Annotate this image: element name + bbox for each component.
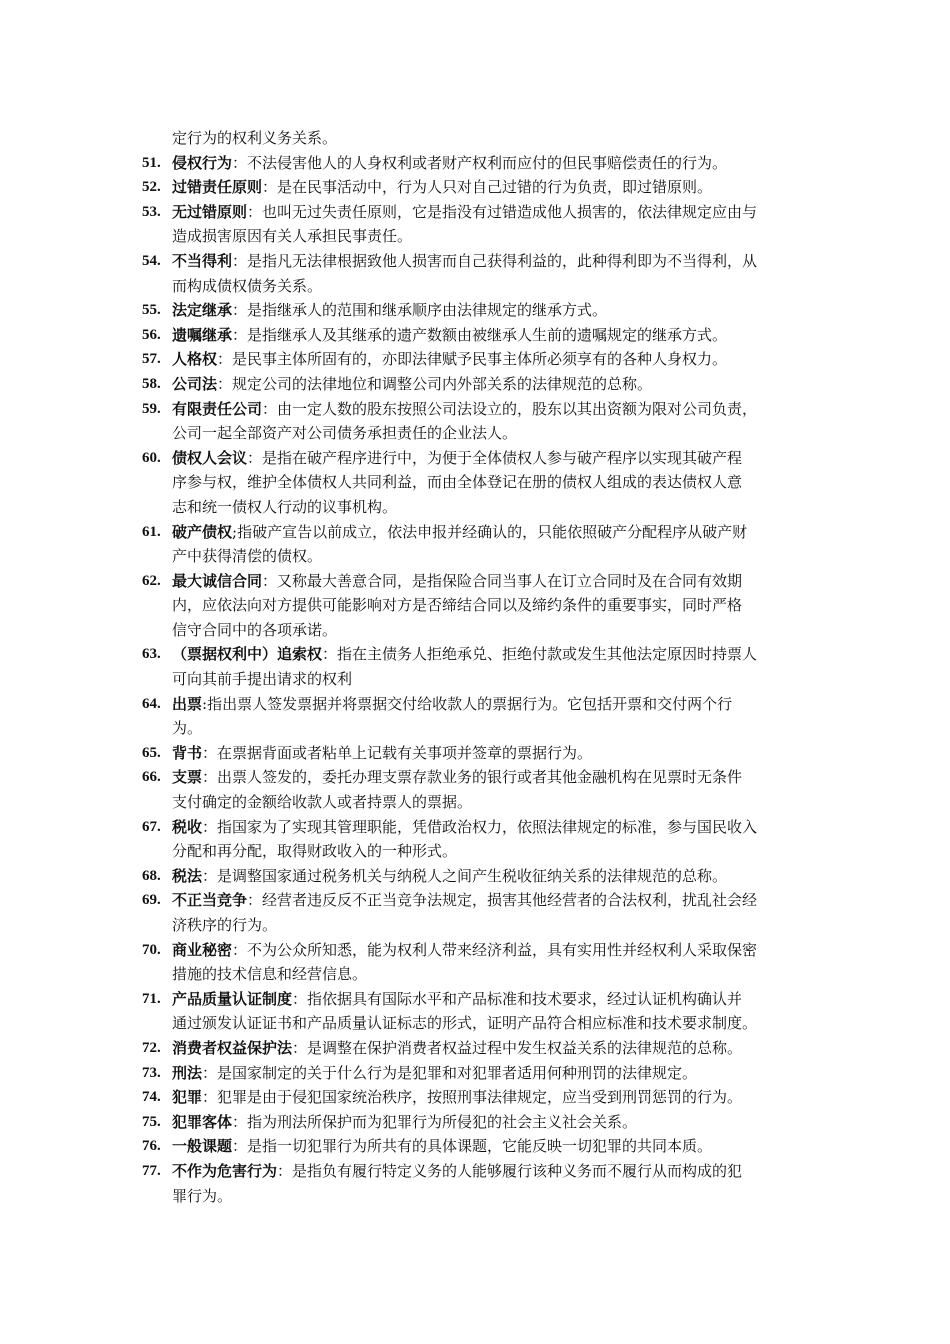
definition-list <box>142 151 818 1209</box>
entry-continuation-line: 可向其前手提出请求的权利 <box>172 670 353 689</box>
entry-first-line <box>142 347 818 372</box>
entry-separator: ： <box>202 866 218 885</box>
definition-entry <box>142 175 818 200</box>
document-page <box>142 126 818 1208</box>
entry-number: 61. <box>142 523 161 540</box>
entry-first-line <box>142 520 818 545</box>
entry-definition-text: 是调整在保护消费者权益过程中发生权益关系的法律规范的总称。 <box>307 1038 743 1057</box>
entry-term: 不作为危害行为 <box>172 1161 278 1180</box>
entry-definition-text: 指国家为了实现其管理职能，凭借政治权力，依照法律规定的标准，参与国民收入 <box>217 817 758 836</box>
entry-first-line <box>142 1061 818 1086</box>
definition-entry <box>142 938 818 987</box>
entry-first-line <box>142 151 818 176</box>
entry-first-line <box>142 1159 818 1184</box>
entry-number: 66. <box>142 769 161 786</box>
entry-definition-text: 犯罪是由于侵犯国家统治秩序，按照刑事法律规定，应当受到刑罚惩罚的行为。 <box>217 1088 743 1107</box>
entry-continuation-line: 产中获得清偿的债权。 <box>172 547 323 566</box>
entry-term: 商业秘密 <box>172 940 233 959</box>
entry-number: 54. <box>142 252 161 269</box>
entry-definition-text: 在票据背面或者粘单上记载有关事项并签章的票据行为。 <box>217 743 593 762</box>
entry-number: 52. <box>142 179 161 196</box>
definition-entry <box>142 347 818 372</box>
definition-entry <box>142 520 818 569</box>
entry-continuation-line: 信守合同中的各项承诺。 <box>172 620 338 639</box>
entry-separator: ： <box>217 350 233 369</box>
entry-separator: ： <box>202 1088 218 1107</box>
entry-separator: ： <box>262 178 278 197</box>
entry-term: 支票 <box>172 768 203 787</box>
entry-term: 一般课题 <box>172 1137 233 1156</box>
entry-term: 消费者权益保护法 <box>172 1038 293 1057</box>
entry-first-line <box>142 815 818 840</box>
definition-entry <box>142 815 818 864</box>
entry-separator: ： <box>232 325 248 344</box>
definition-entry <box>142 1159 818 1208</box>
entry-separator: ： <box>202 1063 218 1082</box>
entry-term: 不当得利 <box>172 251 233 270</box>
entry-number: 75. <box>142 1113 161 1130</box>
entry-separator: ： <box>202 768 218 787</box>
entry-number: 76. <box>142 1138 161 1155</box>
definition-entry <box>142 864 818 889</box>
entry-term: 出票 <box>172 694 203 713</box>
definition-entry <box>142 1085 818 1110</box>
entry-continuation-line: 分配和再分配，取得财政收入的一种形式。 <box>172 842 458 861</box>
entry-number: 72. <box>142 1039 161 1056</box>
entry-definition-text: 规定公司的法律地位和调整公司内外部关系的法律规范的总称。 <box>232 374 653 393</box>
entry-separator: ： <box>322 645 338 664</box>
definition-entry <box>142 298 818 323</box>
entry-first-line <box>142 1085 818 1110</box>
entry-first-line <box>142 741 818 766</box>
entry-term: 产品质量认证制度 <box>172 989 293 1008</box>
entry-separator: ： <box>292 989 308 1008</box>
entry-definition-text: 不为公众所知悉，能为权利人带来经济利益，具有实用性并经权利人采取保密 <box>247 940 758 959</box>
entry-definition-text: 是民事主体所固有的，亦即法律赋予民事主体所必须享有的各种人身权力。 <box>232 350 728 369</box>
entry-definition-text: 是调整国家通过税务机关与纳税人之间产生税收征纳关系的法律规范的总称。 <box>217 866 728 885</box>
entry-number: 63. <box>142 646 161 663</box>
entry-term: 债权人会议 <box>172 448 248 467</box>
entry-continuation-line: 为。 <box>172 719 203 738</box>
entry-first-line <box>142 397 818 422</box>
entry-first-line <box>142 372 818 397</box>
definition-entry <box>142 569 818 643</box>
entry-term: 侵权行为 <box>172 153 233 172</box>
entry-separator: ： <box>232 940 248 959</box>
entry-term: 最大诚信合同 <box>172 571 263 590</box>
entry-separator: ： <box>202 817 218 836</box>
entry-term: 人格权 <box>172 350 218 369</box>
definition-entry <box>142 151 818 176</box>
entry-definition-text: 出票人签发的，委托办理支票存款业务的银行或者其他金融机构在见票时无条件 <box>217 768 743 787</box>
definition-entry <box>142 1134 818 1159</box>
entry-first-line <box>142 765 818 790</box>
entry-number: 51. <box>142 154 161 171</box>
entry-term: 遗嘱继承 <box>172 325 233 344</box>
entry-number: 74. <box>142 1089 161 1106</box>
entry-number: 68. <box>142 867 161 884</box>
entry-definition-text: 是在民事活动中，行为人只对自己过错的行为负责，即过错原则。 <box>277 178 713 197</box>
entry-first-line <box>142 864 818 889</box>
entry-number: 73. <box>142 1064 161 1081</box>
entry-definition-text: 是指凡无法律根据致他人损害而自己获得利益的，此种得利即为不当得利，从 <box>247 251 758 270</box>
entry-number: 58. <box>142 375 161 392</box>
entry-number: 77. <box>142 1162 161 1179</box>
entry-definition-text: 指依据具有国际水平和产品标准和技术要求，经过认证机构确认并 <box>307 989 743 1008</box>
entry-continuation-line: 支付确定的金额给收款人或者持票人的票据。 <box>172 793 473 812</box>
entry-definition-text: 也叫无过失责任原则，它是指没有过错造成他人损害的，依法律规定应由与 <box>262 202 758 221</box>
entry-separator: ： <box>247 891 263 910</box>
definition-entry <box>142 1061 818 1086</box>
definition-entry <box>142 200 818 249</box>
entry-definition-text: 经营者违反反不正当竞争法规定，损害其他经营者的合法权利，扰乱社会经 <box>262 891 758 910</box>
entry-definition-text: 是指一切犯罪行为所共有的具体课题，它能反映一切犯罪的共同本质。 <box>247 1137 713 1156</box>
entry-term: 过错责任原则 <box>172 178 263 197</box>
entry-definition-text: 由一定人数的股东按照公司法设立的，股东以其出资额为限对公司负责， <box>277 399 758 418</box>
entry-continuation-line: 济秩序的行为。 <box>172 916 278 934</box>
entry-number: 69. <box>142 892 161 909</box>
entry-first-line <box>142 642 818 667</box>
entry-term: 背书 <box>172 743 203 762</box>
entry-first-line <box>142 1134 818 1159</box>
entry-first-line <box>142 569 818 594</box>
entry-number: 62. <box>142 572 161 589</box>
entry-first-line <box>142 298 818 323</box>
entry-separator: ： <box>247 202 263 221</box>
entry-separator: ; <box>232 522 238 541</box>
entry-continuation-line: 序参与权，维护全体债权人共同利益，而由全体登记在册的债权人组成的表达债权人意 <box>172 473 743 492</box>
entry-number: 57. <box>142 351 161 368</box>
entry-first-line <box>142 938 818 963</box>
entry-first-line <box>142 446 818 471</box>
definition-entry <box>142 741 818 766</box>
entry-term: 税法 <box>172 866 203 885</box>
entry-separator: ： <box>202 743 218 762</box>
entry-separator: ： <box>232 251 248 270</box>
definition-entry <box>142 249 818 298</box>
entry-number: 53. <box>142 203 161 220</box>
entry-separator: ： <box>247 448 263 467</box>
entry-term: （票据权利中）追索权 <box>172 645 323 664</box>
entry-first-line <box>142 1036 818 1061</box>
entry-continuation-line: 志和统一债权人行动的议事机构。 <box>172 497 398 516</box>
entry-first-line <box>142 692 818 717</box>
entry-separator: ： <box>232 153 248 172</box>
definition-entry <box>142 765 818 814</box>
entry-continuation-line: 通过颁发认证证书和产品质量认证标志的形式，证明产品符合相应标准和技术要求制度。 <box>172 1014 758 1033</box>
entry-term: 公司法 <box>172 374 218 393</box>
lead-continuation-line: 定行为的权利义务关系。 <box>172 129 338 147</box>
entry-separator: ： <box>262 399 278 418</box>
entry-separator: ： <box>292 1038 308 1057</box>
entry-definition-text: 又称最大善意合同，是指保险合同当事人在订立合同时及在合同有效期 <box>277 571 743 590</box>
definition-entry <box>142 987 818 1036</box>
entry-term: 犯罪客体 <box>172 1112 233 1131</box>
entry-term: 税收 <box>172 817 203 836</box>
entry-continuation-line: 而构成债权债务关系。 <box>172 276 323 295</box>
entry-number: 70. <box>142 941 161 958</box>
entry-separator: ： <box>262 571 278 590</box>
entry-number: 67. <box>142 818 161 835</box>
entry-number: 56. <box>142 326 161 343</box>
entry-term: 法定继承 <box>172 301 233 320</box>
entry-term: 有限责任公司 <box>172 399 263 418</box>
entry-first-line <box>142 249 818 274</box>
entry-definition-text: 是指负有履行特定义务的人能够履行该种义务而不履行从而构成的犯 <box>292 1161 743 1180</box>
definition-entry <box>142 446 818 520</box>
definition-entry <box>142 372 818 397</box>
entry-number: 65. <box>142 744 161 761</box>
definition-entry <box>142 1036 818 1061</box>
entry-term: 破产债权 <box>172 522 233 541</box>
entry-first-line <box>142 987 818 1012</box>
entry-first-line <box>142 888 818 913</box>
entry-definition-text: 是指在破产程序进行中，为便于全体债权人参与破产程序以实现其破产程 <box>262 448 743 467</box>
entry-first-line <box>142 1110 818 1135</box>
entry-continuation-line: 措施的技术信息和经营信息。 <box>172 965 368 984</box>
entry-continuation-line: 造成损害原因有关人承担民事责任。 <box>172 227 413 246</box>
entry-continuation-line: 内，应依法向对方提供可能影响对方是否缔结合同以及缔约条件的重要事实，同时严格 <box>172 596 743 615</box>
entry-continuation-line: 公司一起全部资产对公司债务承担责任的企业法人。 <box>172 424 518 443</box>
definition-entry <box>142 1110 818 1135</box>
entry-number: 64. <box>142 695 161 712</box>
entry-definition-text: 指在主债务人拒绝承兑、拒绝付款或发生其他法定原因时持票人 <box>337 645 758 664</box>
entry-separator: : <box>202 694 208 713</box>
entry-term: 犯罪 <box>172 1088 203 1107</box>
entry-definition-text: 不法侵害他人的人身权利或者财产权利而应付的但民事赔偿责任的行为。 <box>247 153 728 172</box>
entry-number: 71. <box>142 990 161 1007</box>
entry-term: 刑法 <box>172 1063 203 1082</box>
entry-continuation-line: 罪行为。 <box>172 1186 233 1205</box>
entry-separator: ： <box>277 1161 293 1180</box>
definition-entry <box>142 642 818 691</box>
entry-definition-text: 指为刑法所保护而为犯罪行为所侵犯的社会主义社会关系。 <box>247 1112 638 1131</box>
entry-definition-text: 指破产宣告以前成立，依法申报并经确认的，只能依照破产分配程序从破产财 <box>237 522 748 541</box>
entry-separator: ： <box>232 1137 248 1156</box>
definition-entry <box>142 397 818 446</box>
entry-number: 55. <box>142 302 161 319</box>
entry-first-line <box>142 175 818 200</box>
entry-number: 60. <box>142 449 161 466</box>
entry-definition-text: 是指继承人及其继承的遗产数额由被继承人生前的遗嘱规定的继承方式。 <box>247 325 728 344</box>
entry-number: 59. <box>142 400 161 417</box>
definition-entry <box>142 323 818 348</box>
entry-term: 不正当竞争 <box>172 891 248 910</box>
entry-first-line <box>142 200 818 225</box>
entry-first-line <box>142 323 818 348</box>
entry-separator: ： <box>232 1112 248 1131</box>
entry-definition-text: 指出票人签发票据并将票据交付给收款人的票据行为。它包括开票和交付两个行 <box>207 694 733 713</box>
entry-term: 无过错原则 <box>172 202 248 221</box>
entry-definition-text: 是国家制定的关于什么行为是犯罪和对犯罪者适用何种刑罚的法律规定。 <box>217 1063 698 1082</box>
entry-definition-text: 是指继承人的范围和继承顺序由法律规定的继承方式。 <box>247 301 608 320</box>
definition-entry <box>142 692 818 741</box>
entry-separator: ： <box>217 374 233 393</box>
entry-separator: ： <box>232 301 248 320</box>
definition-entry <box>142 888 818 937</box>
